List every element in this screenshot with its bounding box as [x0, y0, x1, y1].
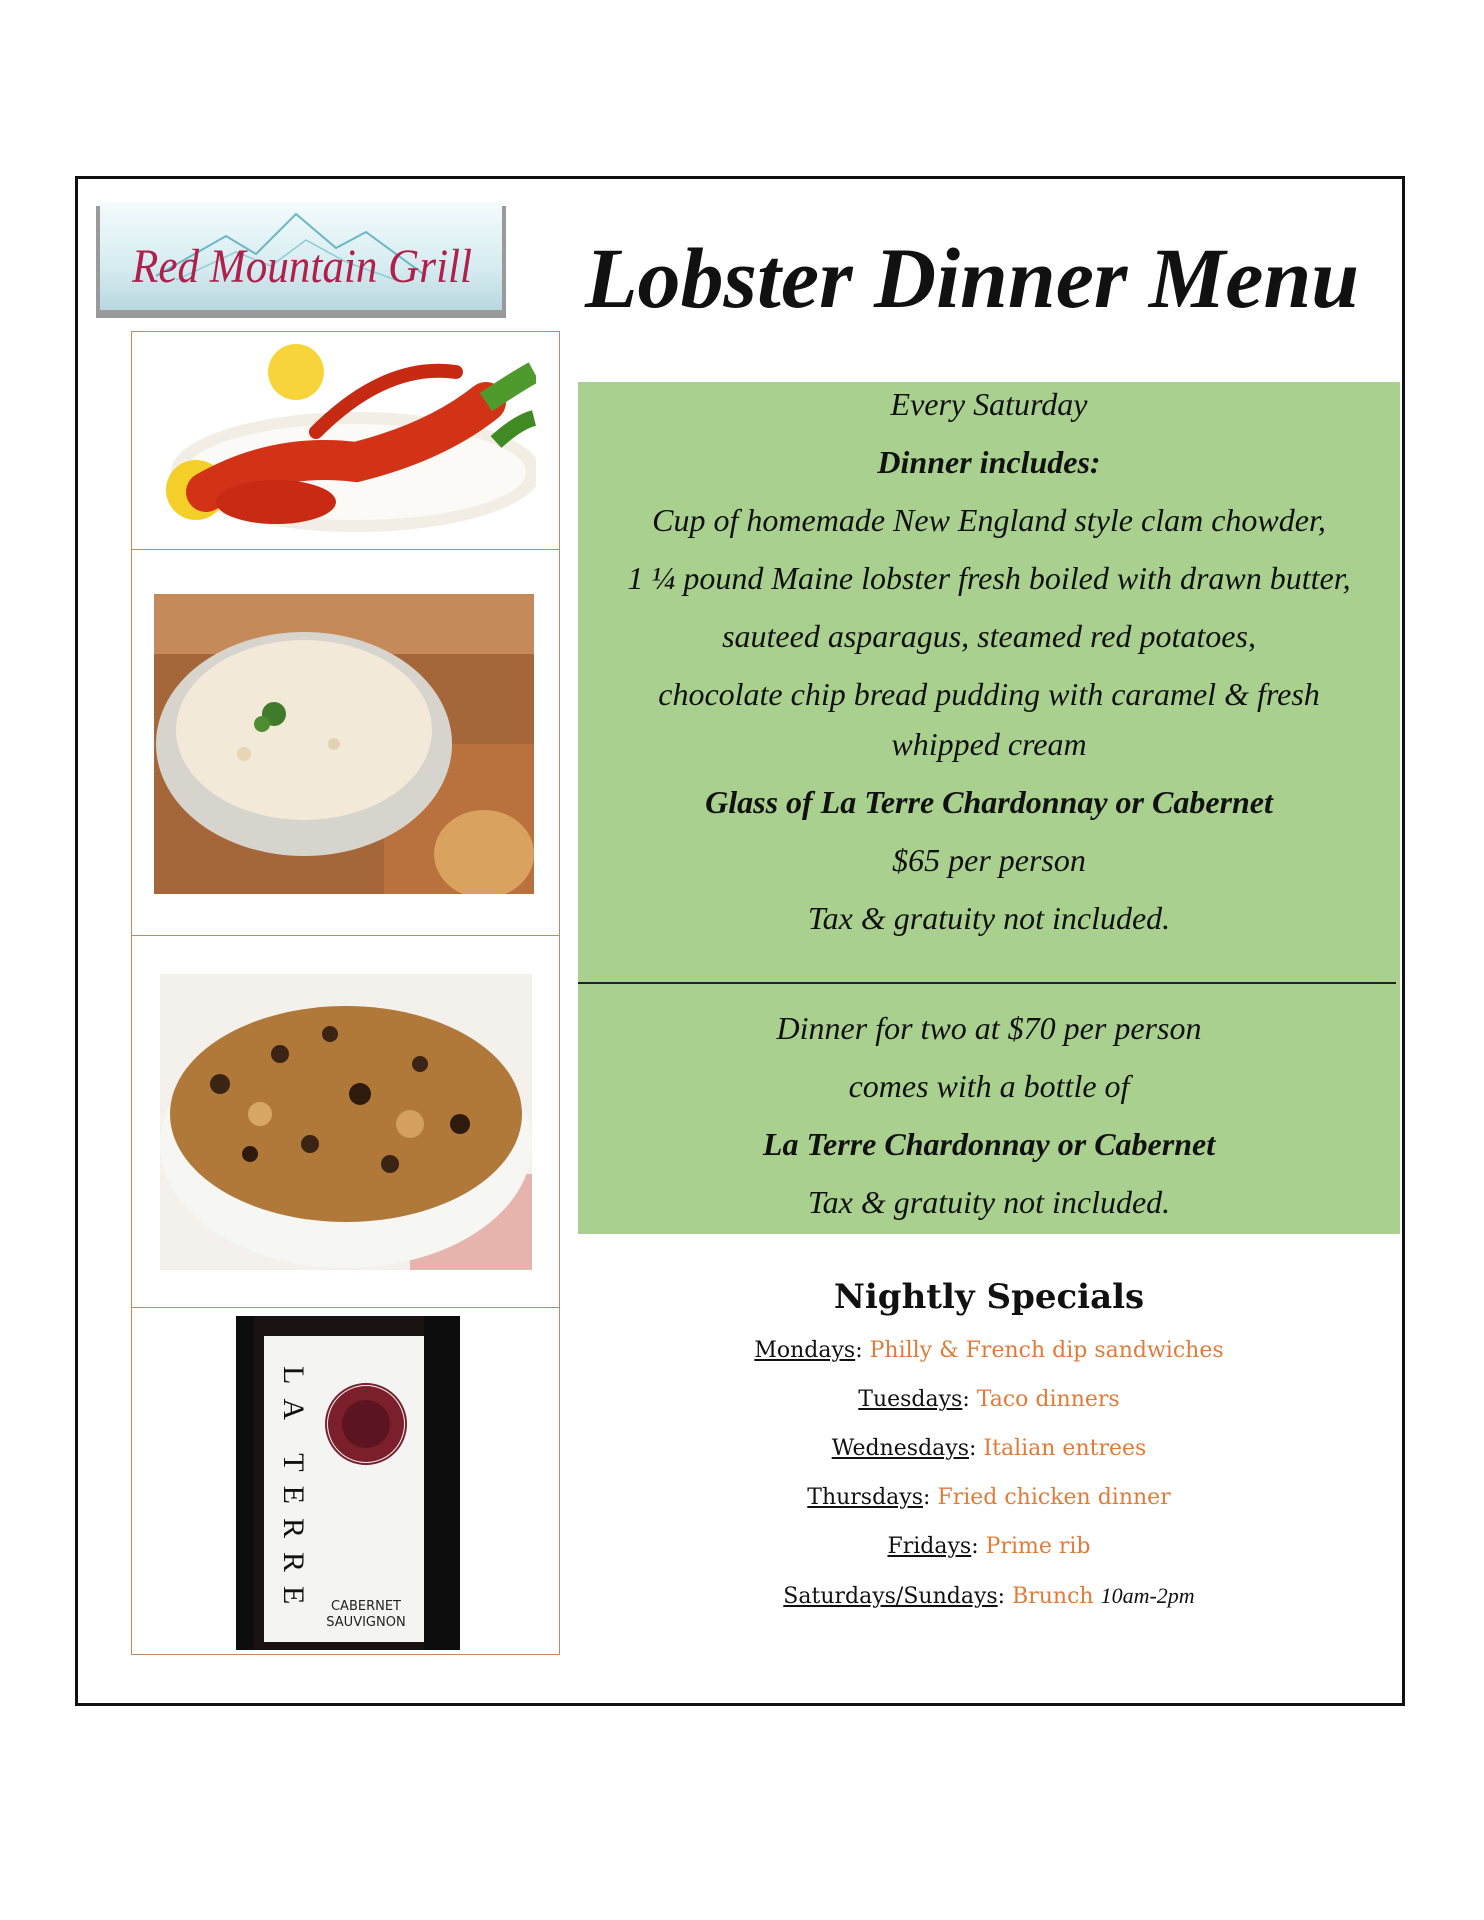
menu-divider [578, 982, 1396, 984]
photo-cell-lobster [131, 331, 560, 550]
menu-line: Dinner includes: [877, 444, 1101, 480]
special-row-mondays: Mondays: Philly & French dip sandwiches [754, 1338, 1224, 1363]
special-item: Fried chicken dinner [937, 1485, 1171, 1510]
clam-chowder-photo-icon [154, 594, 534, 894]
special-time: 10am-2pm [1100, 1583, 1195, 1608]
special-row-fridays: Fridays: Prime rib [887, 1534, 1091, 1559]
wine-brand-text: LA TERRE [277, 1366, 310, 1619]
menu-line: Tax & gratuity not included. [807, 1184, 1171, 1220]
restaurant-logo [96, 196, 508, 328]
special-row-weekends: Saturdays/Sundays: Brunch 10am-2pm [783, 1583, 1195, 1609]
photo-cell-bread-pudding [131, 935, 560, 1308]
menu-line: Every Saturday [890, 386, 1088, 422]
special-row-thursdays: Thursdays: Fried chicken dinner [807, 1485, 1171, 1510]
special-row-wednesdays: Wednesdays: Italian entrees [831, 1436, 1147, 1461]
logo-text: Red Mountain Grill [131, 240, 472, 293]
special-row-tuesdays: Tuesdays: Taco dinners [858, 1387, 1120, 1412]
special-day: Mondays [754, 1338, 856, 1363]
wine-bottle-photo-icon [236, 1316, 460, 1650]
special-item: Prime rib [985, 1534, 1091, 1559]
wine-label-line2: SAUVIGNON [326, 1615, 406, 1630]
bread-pudding-photo-icon [160, 974, 532, 1270]
menu-line: Tax & gratuity not included. [807, 900, 1171, 936]
special-day: Saturdays/Sundays [783, 1584, 998, 1609]
special-item: Philly & French dip sandwiches [869, 1338, 1224, 1363]
menu-line: Cup of homemade New England style clam chowder, [652, 502, 1326, 538]
menu-line: Dinner for two at $70 per person [776, 1010, 1202, 1046]
menu-line: whipped cream [891, 726, 1087, 762]
menu-line: 1 ¼ pound Maine lobster fresh boiled with drawn butter, [627, 560, 1351, 596]
special-item: Taco dinners [976, 1387, 1120, 1412]
special-day: Fridays [887, 1534, 972, 1559]
special-item: Italian entrees [983, 1436, 1147, 1461]
menu-line: $65 per person [892, 842, 1086, 878]
photo-cell-wine [131, 1307, 560, 1655]
special-day: Thursdays [807, 1485, 924, 1510]
menu-details-box [578, 382, 1400, 1234]
lobster-photo-icon [156, 342, 536, 542]
specials-title: Nightly Specials [833, 1277, 1145, 1317]
menu-line: La Terre Chardonnay or Cabernet [762, 1126, 1216, 1162]
page-title: Lobster Dinner Menu [585, 230, 1360, 326]
menu-line: Glass of La Terre Chardonnay or Cabernet [705, 784, 1273, 820]
menu-line: comes with a bottle of [848, 1068, 1130, 1104]
photo-cell-chowder [131, 549, 560, 936]
special-day: Wednesdays [831, 1436, 970, 1461]
wine-label-line1: CABERNET [330, 1599, 402, 1614]
special-item: Brunch [1012, 1584, 1094, 1609]
menu-line: chocolate chip bread pudding with caramel & fresh [658, 676, 1320, 712]
special-day: Tuesdays [858, 1387, 963, 1412]
menu-line: sauteed asparagus, steamed red potatoes, [722, 618, 1256, 654]
